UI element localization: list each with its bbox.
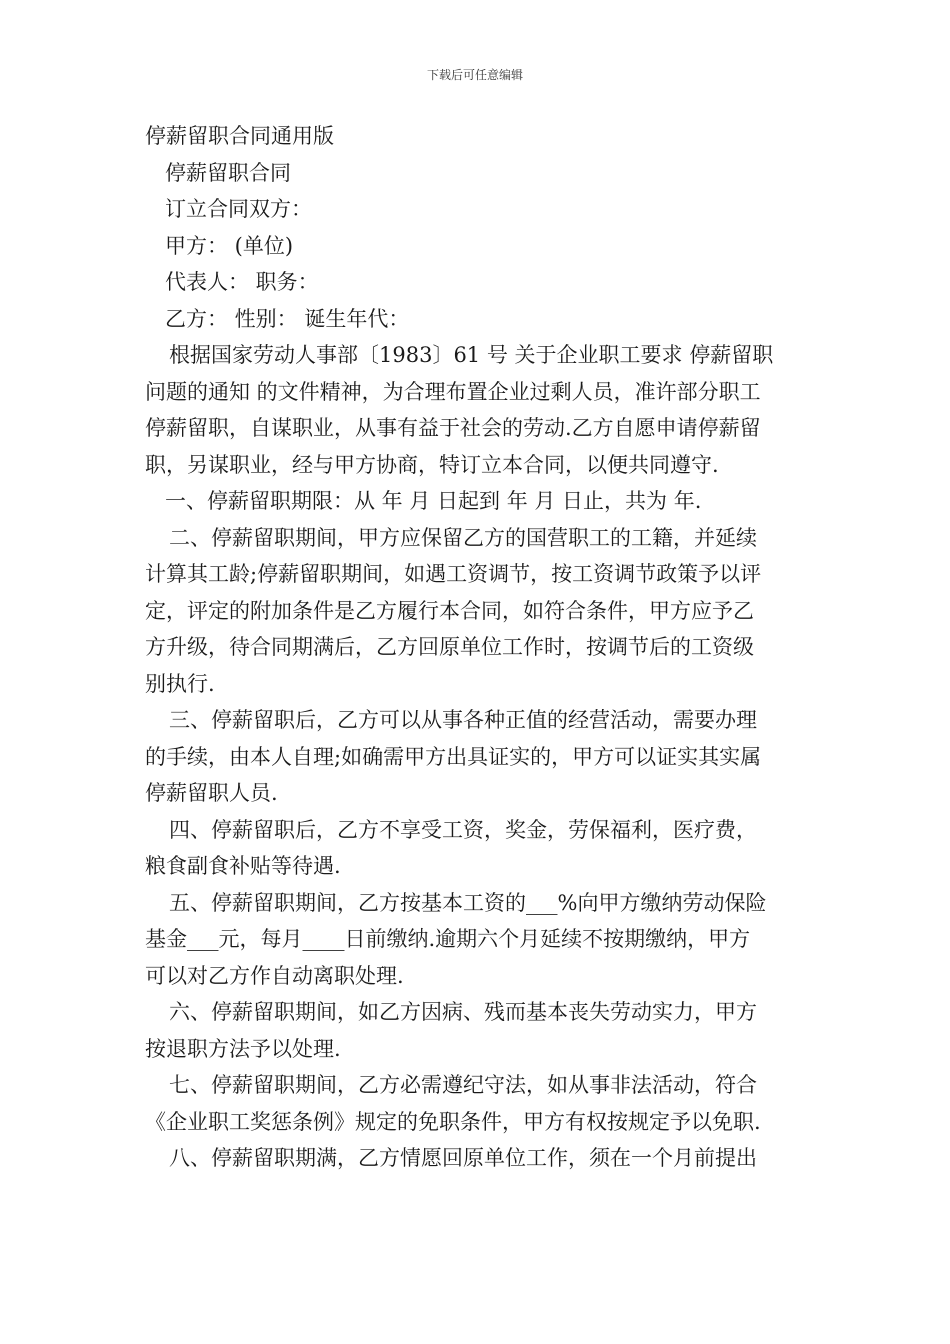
clause-6 (145, 994, 815, 1067)
paragraph-line: 根据国家劳动人事部〔1983〕61 号 关于企业职工要求 停薪留职 (169, 343, 774, 367)
paragraph-line: 按退职方法予以处理. (145, 1036, 341, 1061)
party-b-line: 乙方： 性别： 诞生年代： (165, 306, 410, 331)
paragraph-line: 八、停薪留职期满，乙方情愿回原单位工作，须在一个月前提出 (169, 1146, 757, 1170)
clause-7 (145, 1067, 815, 1140)
clause-8 (145, 1140, 815, 1177)
clause-1: 一、停薪留职期限：从 年 月 日起到 年 月 日止，共为 年. (165, 489, 702, 513)
paragraph-line: 定，评定的附加条件是乙方履行本合同，如符合条件，甲方应予乙 (145, 598, 754, 623)
paragraph-line: 二、停薪留职期间，甲方应保留乙方的国营职工的工籍，并延续 (169, 525, 757, 550)
paragraph-line: 基金___元，每月____日前缴纳.逾期六个月延续不按期缴纳，甲方 (145, 927, 751, 951)
clause-3 (145, 702, 815, 812)
contract-subtitle: 停薪留职合同 (165, 160, 291, 185)
paragraph-line: 六、停薪留职期间，如乙方因病、残而基本丧失劳动实力，甲方 (169, 1000, 757, 1024)
paragraph-line: 的手续，由本人自理;如确需甲方出具证实的，甲方可以证实其实属 (145, 744, 762, 769)
paragraph-line: 职，另谋职业，经与甲方协商，特订立本合同，以便共同遵守. (145, 452, 719, 477)
paragraph-line: 四、停薪留职后，乙方不享受工资，奖金，劳保福利，医疗费， (169, 817, 757, 842)
paragraph-line: 计算其工龄;停薪留职期间，如遇工资调节，按工资调节政策予以评 (145, 562, 762, 586)
paragraph-line: 《企业职工奖惩条例》规定的免职条件，甲方有权按规定予以免职. (145, 1109, 761, 1134)
intro-paragraph (145, 337, 815, 483)
paragraph-line: 方升级，待合同期满后，乙方回原单位工作时，按调节后的工资级 (145, 635, 754, 659)
paragraph-line: 可以对乙方作自动离职处理. (145, 963, 404, 988)
party-a-line: 甲方： (单位) (165, 233, 294, 258)
clause-5 (145, 885, 815, 995)
parties-label: 订立合同双方： (165, 197, 312, 221)
paragraph-line: 别执行. (145, 671, 215, 696)
paragraph-line: 三、停薪留职后，乙方可以从事各种正值的经营活动，需要办理 (169, 708, 757, 732)
header-note: 下载后可任意编辑 (426, 68, 523, 82)
paragraph-line: 停薪留职，自谋职业，从事有益于社会的劳动.乙方自愿申请停薪留 (145, 416, 761, 440)
document-body (145, 118, 815, 1177)
clause-2 (145, 520, 815, 703)
paragraph-line: 七、停薪留职期间，乙方必需遵纪守法，如从事非法活动，符合 (169, 1073, 757, 1097)
paragraph-line: 五、停薪留职期间，乙方按基本工资的___%向甲方缴纳劳动保险 (169, 890, 767, 915)
document-title: 停薪留职合同通用版 (145, 124, 334, 148)
paragraph-line: 粮食副食补贴等待遇. (145, 854, 341, 878)
clause-4 (145, 812, 815, 885)
paragraph-line: 停薪留职人员. (145, 781, 278, 805)
representative-line: 代表人： 职务： (165, 270, 319, 294)
paragraph-line: 问题的通知 的文件精神，为合理布置企业过剩人员，准许部分职工 (145, 379, 761, 404)
